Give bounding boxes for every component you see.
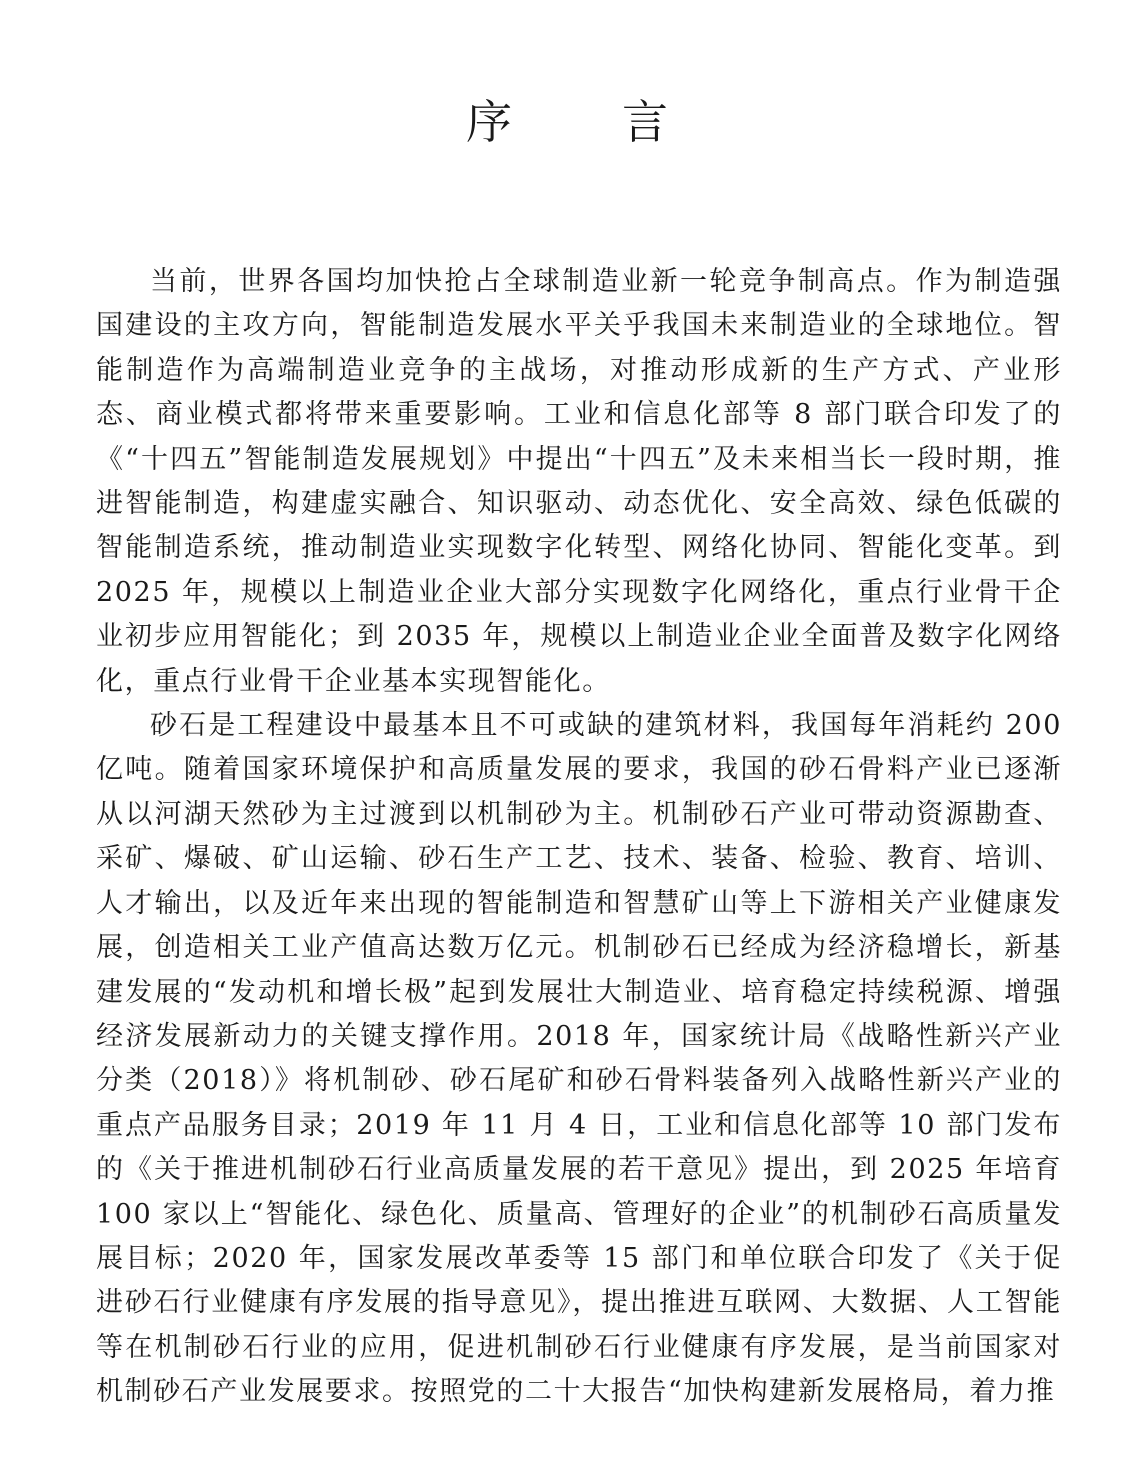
paragraph-2: 砂石是工程建设中最基本且不可或缺的建筑材料，我国每年消耗约 200 亿吨。随着国家环境保护和高质量发展的要求，我国的砂石骨料产业已逐渐从以河湖天然砂为主过渡到以机制砂为主。机制砂石产业可带动资源勘查、采矿、爆破、矿山运输、砂石生产工艺、技术、装备、检验、教育、培训、人才输出，以及近年来出现的智能制造和智慧矿山等上下游相关产业健康发展，创造相关工业产值高达数万亿元。机制砂石已经成为经济稳增长，新基建发展的“发动机和增长极”起到发展壮大制造业、培育稳定持续税源、增强经济发展新动力的关键支撑作用。2018 年，国家统计局《战略性新兴产业分类（2018）》将机制砂、砂石尾矿和砂石骨料装备列入战略性新兴产业的重点产品服务目录；2019 年 11 月 4 日，工业和信息化部等 10 部门发布的《关于推进机制砂石行业高质量发展的若干意见》提出，到 2025 年培育 100 家以上“智能化、绿色化、质量高、管理好的企业”的机制砂石高质量发展目标；2020 年，国家发展改革委等 15 部门和单位联合印发了《关于促进砂石行业健康有序发展的指导意见》，提出推进互联网、大数据、人工智能等在机制砂石行业的应用，促进机制砂石行业健康有序发展，是当前国家对机制砂石产业发展要求。按照党的二十大报告“加快构建新发展格局，着力推 [96,710,1062,1408]
page-title [0,92,1134,152]
title-char-2: 言 [622,95,668,149]
title-char-1: 序 [466,95,512,149]
paragraph-1: 当前，世界各国均加快抢占全球制造业新一轮竞争制高点。作为制造强国建设的主攻方向，智能制造发展水平关乎我国未来制造业的全球地位。智能制造作为高端制造业竞争的主战场，对推动形成新的生产方式、产业形态、商业模式都将带来重要影响。工业和信息化部等 8 部门联合印发了的《“十四五”智能制造发展规划》中提出“十四五”及未来相当长一段时期，推进智能制造，构建虚实融合、知识驱动、动态优化、安全高效、绿色低碳的智能制造系统，推动制造业实现数字化转型、网络化协同、智能化变革。到 2025 年，规模以上制造业企业大部分实现数字化网络化，重点行业骨干企业初步应用智能化；到 2035 年，规模以上制造业企业全面普及数字化网络化，重点行业骨干企业基本实现智能化。 [96,266,1062,697]
preface-body [96,260,1062,1415]
